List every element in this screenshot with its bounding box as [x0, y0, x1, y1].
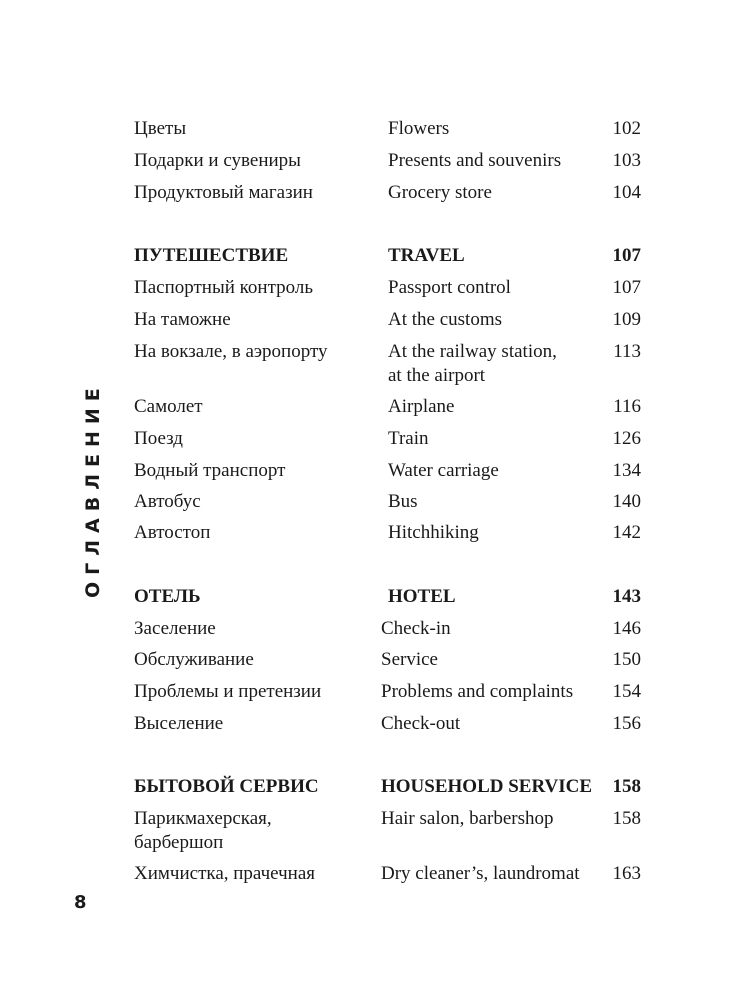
section-ru: ПУТЕШЕСТВИЕ [134, 245, 289, 266]
entry-en: Presents and souvenirs [388, 150, 562, 171]
section-en: HOUSEHOLD SERVICE [381, 776, 593, 797]
entry-en: Bus [388, 491, 418, 512]
entry-page: 116 [613, 396, 641, 417]
page-number: 8 [74, 892, 87, 913]
entry-ru: Выселение [134, 713, 224, 734]
entry-page: 113 [613, 341, 641, 362]
entry-page: 104 [612, 182, 641, 203]
entry-ru: Водный транспорт [134, 460, 286, 481]
entry-en: At the customs [388, 309, 502, 330]
entry-en: Problems and complaints [381, 681, 574, 702]
entry-page: 102 [612, 118, 641, 139]
section-page: 158 [612, 776, 641, 797]
entry-en: Train [388, 428, 429, 449]
entry-page: 163 [612, 863, 641, 884]
entry-ru: Паспортный контроль [134, 277, 314, 298]
entry-page: 107 [612, 277, 641, 298]
entry-ru: Самолет [134, 396, 203, 417]
entry-ru: Химчистка, прачечная [134, 863, 316, 884]
entry-ru: Обслуживание [134, 649, 254, 670]
entry-page: 103 [612, 150, 641, 171]
entry-en: Dry cleaner’s, laundromat [381, 863, 580, 884]
section-ru: БЫТОВОЙ СЕРВИС [134, 776, 319, 797]
entry-ru: Продуктовый магазин [134, 182, 313, 203]
entry-ru: Заселение [134, 618, 216, 639]
entry-page: 142 [612, 522, 641, 543]
side-title: ОГЛАВЛЕНИЕ [82, 381, 104, 598]
entry-en: Water carriage [388, 460, 499, 481]
entry-en: At the railway station, [388, 341, 557, 362]
entry-ru-line2: барбершоп [134, 832, 224, 853]
entry-en: Grocery store [388, 182, 492, 203]
entry-en: Hitchhiking [388, 522, 479, 543]
entry-en: Passport control [388, 277, 511, 298]
entry-page: 134 [612, 460, 641, 481]
entry-en: Flowers [388, 118, 450, 139]
entry-page: 156 [612, 713, 641, 734]
entry-en: Airplane [388, 396, 455, 417]
entry-page: 109 [612, 309, 641, 330]
entry-ru: Автобус [134, 491, 201, 512]
entry-ru: Цветы [134, 118, 187, 139]
section-en: HOTEL [388, 586, 456, 607]
entry-ru: Подарки и сувениры [134, 150, 301, 171]
entry-page: 126 [612, 428, 641, 449]
section-page: 107 [612, 245, 641, 266]
entry-page: 150 [612, 649, 641, 670]
section-en: TRAVEL [388, 245, 465, 266]
entry-en: Check-out [381, 713, 461, 734]
entry-ru: Автостоп [134, 522, 211, 543]
section-ru: ОТЕЛЬ [134, 586, 201, 607]
entry-en: Service [381, 649, 438, 670]
entry-page: 158 [612, 808, 641, 829]
entry-page: 146 [612, 618, 641, 639]
entry-en-line2: at the airport [388, 365, 486, 386]
entry-ru: На вокзале, в аэропорту [134, 341, 328, 362]
entry-en: Hair salon, barbershop [381, 808, 554, 829]
section-page: 143 [612, 586, 641, 607]
entry-page: 154 [612, 681, 641, 702]
entry-ru: На таможне [134, 309, 231, 330]
entry-ru: Парикмахерская, [134, 808, 272, 829]
entry-page: 140 [612, 491, 641, 512]
entry-ru: Проблемы и претензии [134, 681, 322, 702]
entry-ru: Поезд [134, 428, 183, 449]
entry-en: Check-in [381, 618, 451, 639]
